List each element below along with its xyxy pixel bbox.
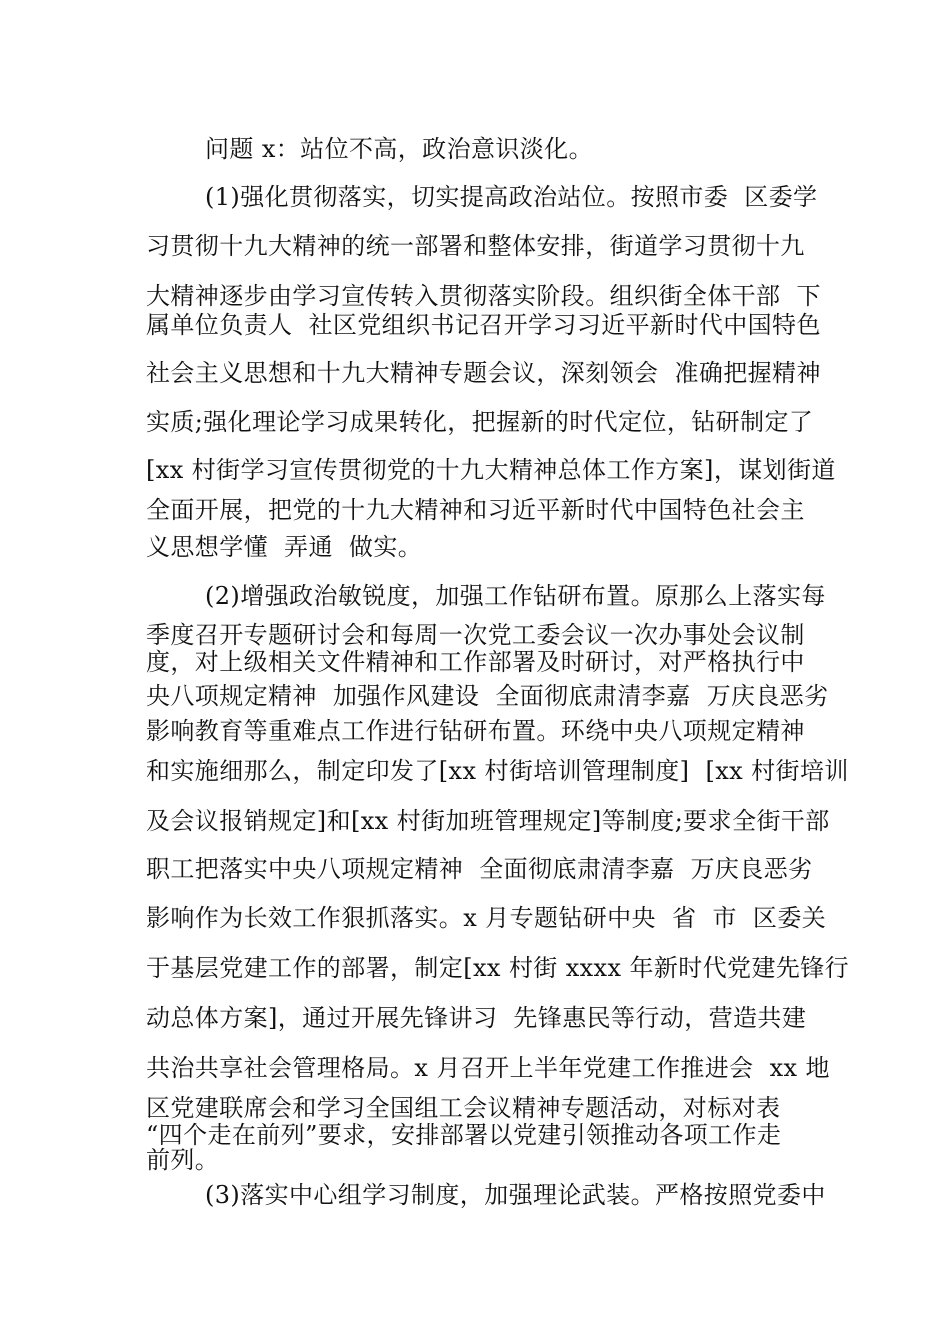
paragraph-2-line: 央八项规定精神 加强作风建设 全面彻底肃清李嘉 万庆良恶劣	[146, 682, 829, 710]
paragraph-2-line: 区党建联席会和学习全国组工会议精神专题活动，对标对表	[146, 1094, 781, 1122]
paragraph-2-line: 前列。	[146, 1146, 220, 1174]
paragraph-1-line: 大精神逐步由学习宣传转入贯彻落实阶段。组织街全体干部 下	[146, 282, 821, 310]
paragraph-3-line: (3)落实中心组学习制度，加强理论武装。严格按照党委中	[205, 1181, 826, 1209]
paragraph-2-line: 影响作为长效工作狠抓落实。x 月专题钻研中央 省 市 区委关	[146, 904, 827, 932]
paragraph-1-line: 习贯彻十九大精神的统一部署和整体安排，街道学习贯彻十九	[146, 232, 805, 260]
paragraph-1-line: 实质;强化理论学习成果转化，把握新的时代定位，钻研制定了	[146, 408, 814, 436]
paragraph-2-line: 职工把落实中央八项规定精神 全面彻底肃清李嘉 万庆良恶劣	[146, 855, 813, 883]
paragraph-2-line: “四个走在前列”要求，安排部署以党建引领推动各项工作走	[146, 1121, 782, 1149]
paragraph-2-line: 和实施细那么，制定印发了[xx 村街培训管理制度] [xx 村街培训	[146, 757, 849, 785]
paragraph-1-line: 社会主义思想和十九大精神专题会议，深刻领会 准确把握精神	[146, 359, 821, 387]
paragraph-1-line: 全面开展，把党的十九大精神和习近平新时代中国特色社会主	[146, 496, 805, 524]
paragraph-2-line: 于基层党建工作的部署，制定[xx 村街 xxxx 年新时代党建先锋行	[146, 954, 850, 982]
paragraph-2-line: 共治共享社会管理格局。x 月召开上半年党建工作推进会 xx 地	[146, 1054, 830, 1082]
paragraph-1-line: 属单位负责人 社区党组织书记召开学习习近平新时代中国特色	[146, 311, 821, 339]
paragraph-2-line: 动总体方案]，通过开展先锋讲习 先锋惠民等行动，营造共建	[146, 1004, 807, 1032]
paragraph-1-line: 义思想学懂 弄通 做实。	[146, 533, 423, 561]
problem-heading: 问题 x：站位不高，政治意识淡化。	[205, 135, 593, 163]
paragraph-1-line: (1)强化贯彻落实，切实提高政治站位。按照市委 区委学	[205, 183, 818, 211]
paragraph-2-line: 及会议报销规定]和[xx 村街加班管理规定]等制度;要求全街干部	[146, 807, 830, 835]
paragraph-2-line: 度，对上级相关文件精神和工作部署及时研讨，对严格执行中	[146, 648, 805, 676]
paragraph-2-line: 季度召开专题研讨会和每周一次党工委会议一次办事处会议制	[146, 621, 805, 649]
paragraph-2-line: (2)增强政治敏锐度，加强工作钻研布置。原那么上落实每	[205, 582, 826, 610]
paragraph-2-line: 影响教育等重难点工作进行钻研布置。环绕中央八项规定精神	[146, 717, 805, 745]
paragraph-1-line: [xx 村街学习宣传贯彻党的十九大精神总体工作方案]，谋划街道	[146, 456, 836, 484]
